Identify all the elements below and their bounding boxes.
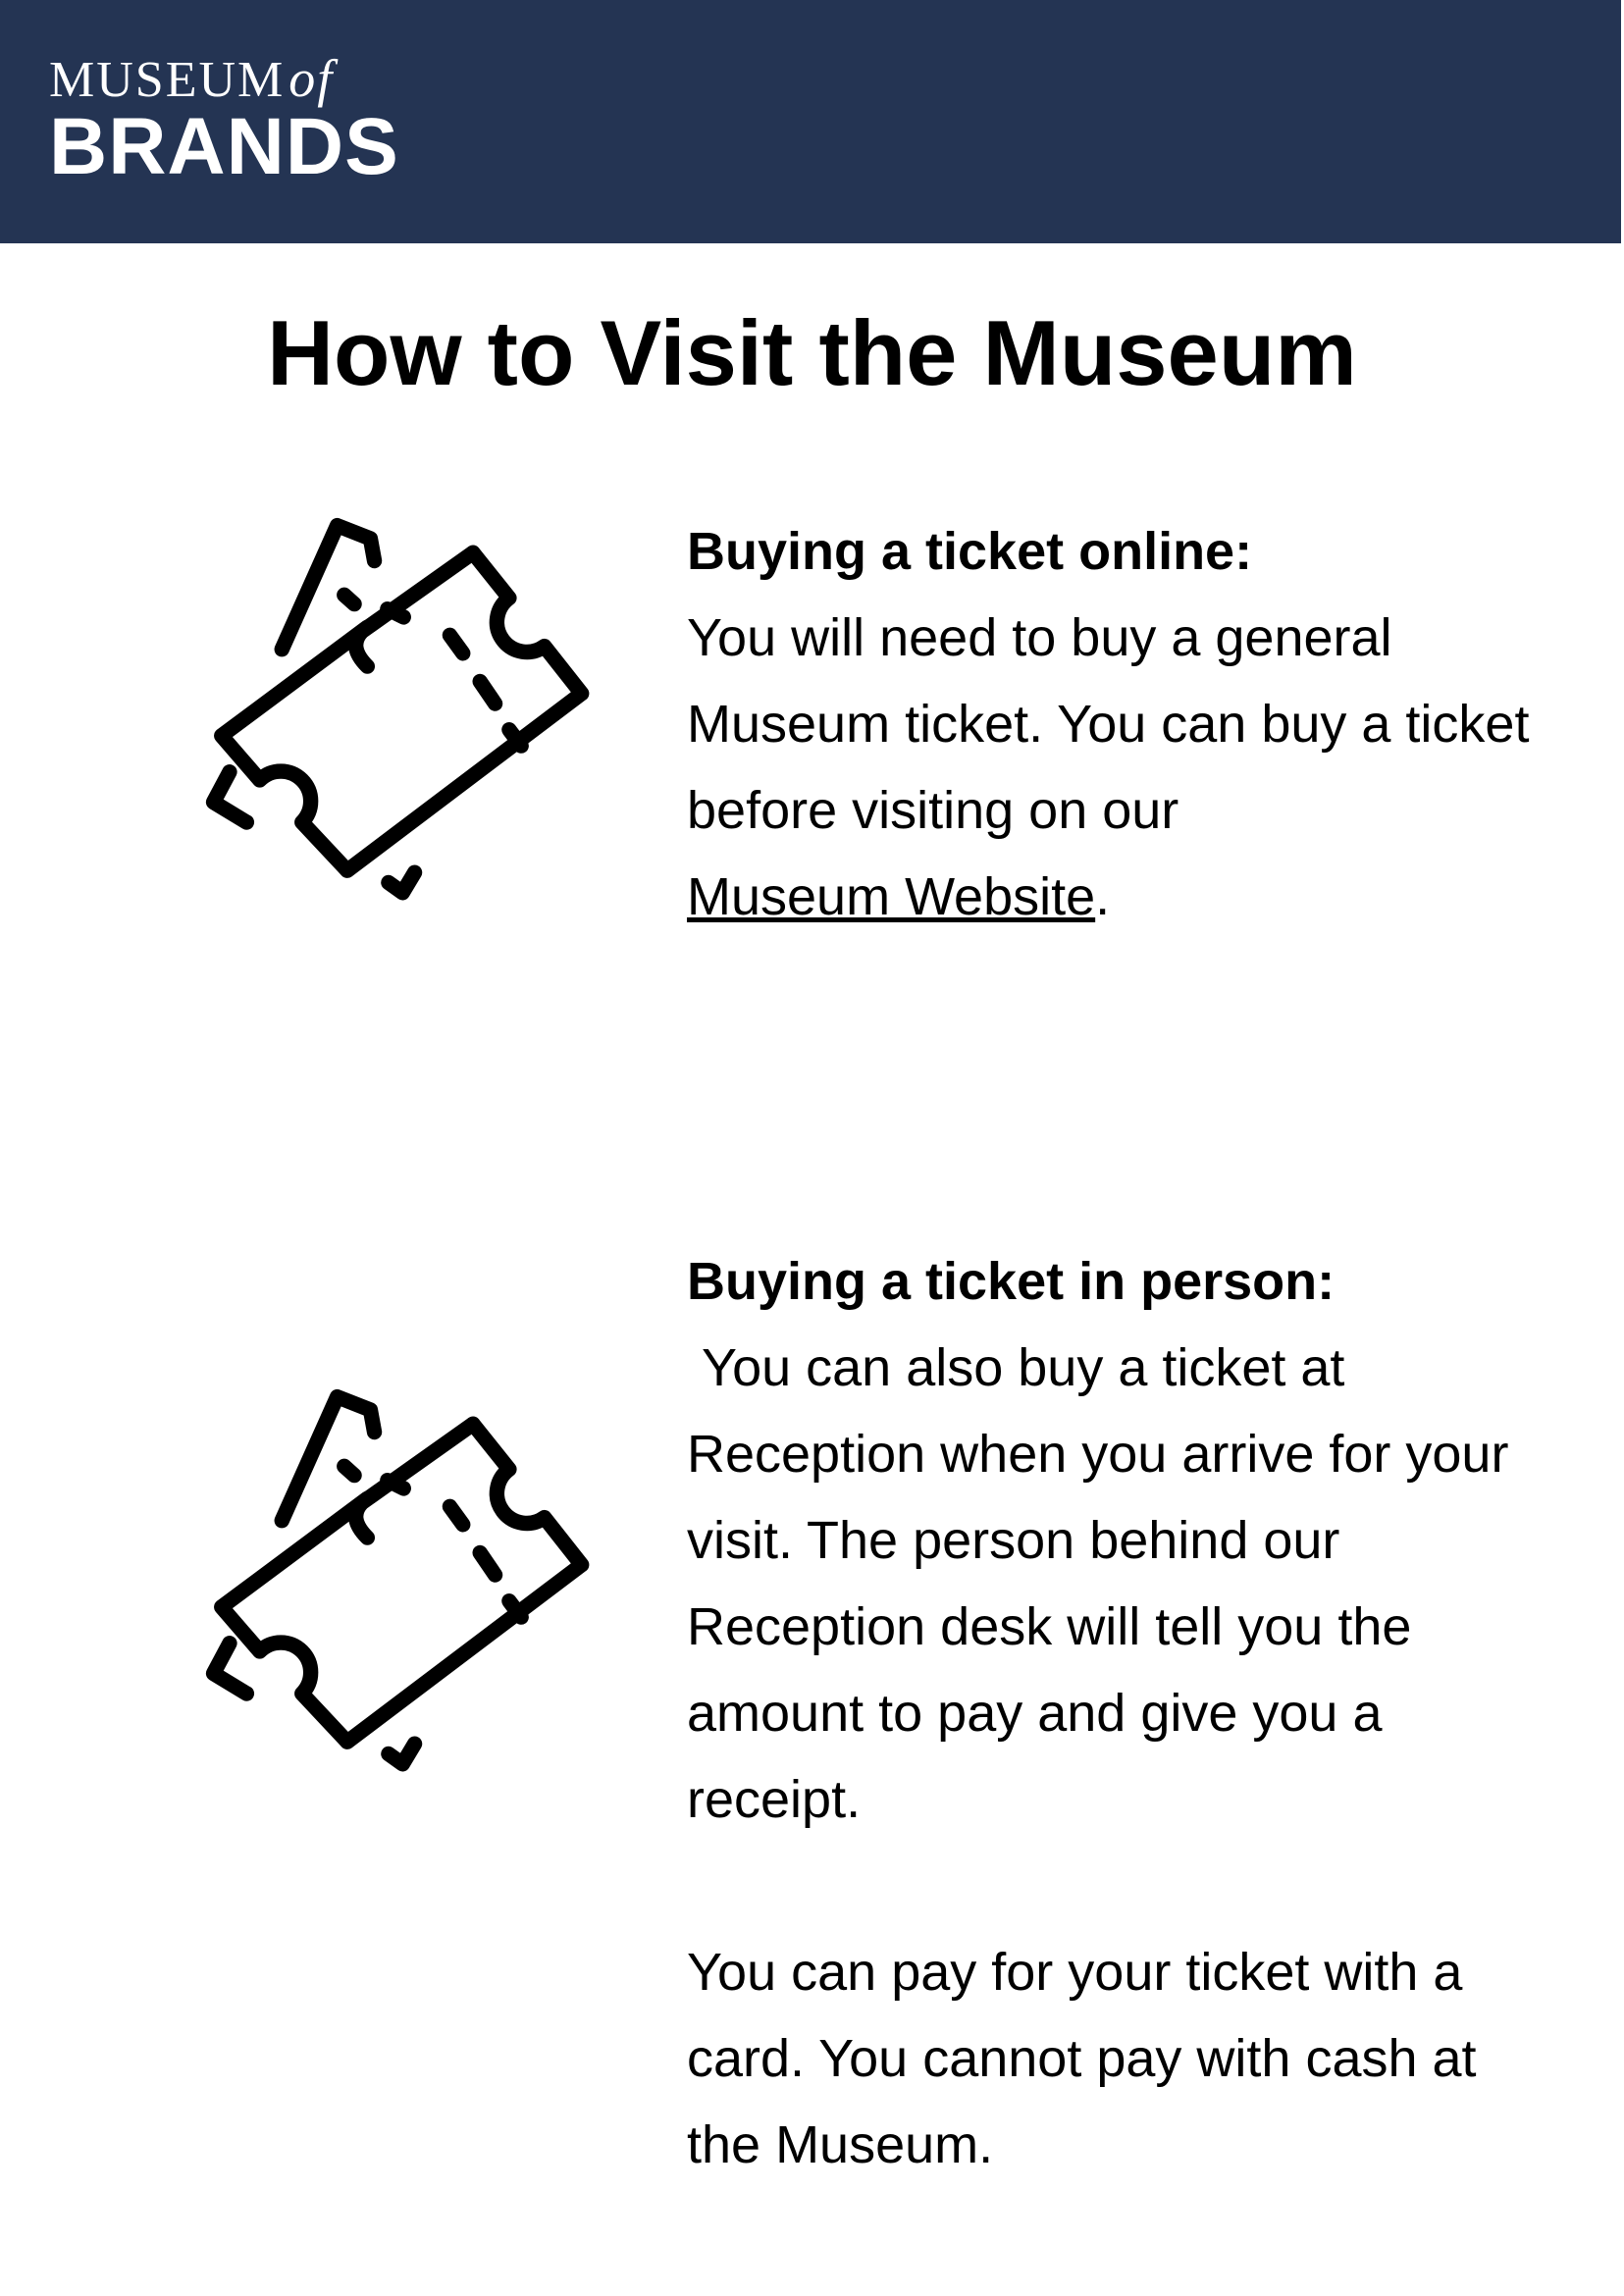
museum-website-link[interactable]: Museum Website xyxy=(687,867,1096,926)
online-ticket-section xyxy=(687,508,1550,940)
online-suffix: . xyxy=(1095,867,1111,926)
online-heading: Buying a ticket online: xyxy=(687,522,1253,581)
in-person-ticket-section xyxy=(687,1238,1550,2188)
logo-of-text: of xyxy=(288,49,335,108)
in-person-heading: Buying a ticket in person: xyxy=(687,1252,1336,1311)
logo-brands-text: BRANDS xyxy=(49,102,399,191)
header-banner xyxy=(0,0,1621,243)
payment-text: You can pay for your ticket with a card. You cannot pay with cash at the Museum. xyxy=(687,1943,1477,2174)
ticket-icon xyxy=(191,500,594,903)
in-person-text: You can also buy a ticket at Reception when you arrive for your visit. The person behind our Reception desk will tell you the amount to pay and give you a receipt. xyxy=(687,1338,1509,1829)
online-paragraph xyxy=(687,595,1550,940)
museum-logo[interactable] xyxy=(49,47,399,191)
ticket-icon xyxy=(191,1372,594,1774)
logo-museum-text: MUSEUM xyxy=(49,52,286,108)
online-text: You will need to buy a general Museum ticket. You can buy a ticket before visiting on our xyxy=(687,608,1530,840)
page-title: How to Visit the Museum xyxy=(267,301,1357,404)
